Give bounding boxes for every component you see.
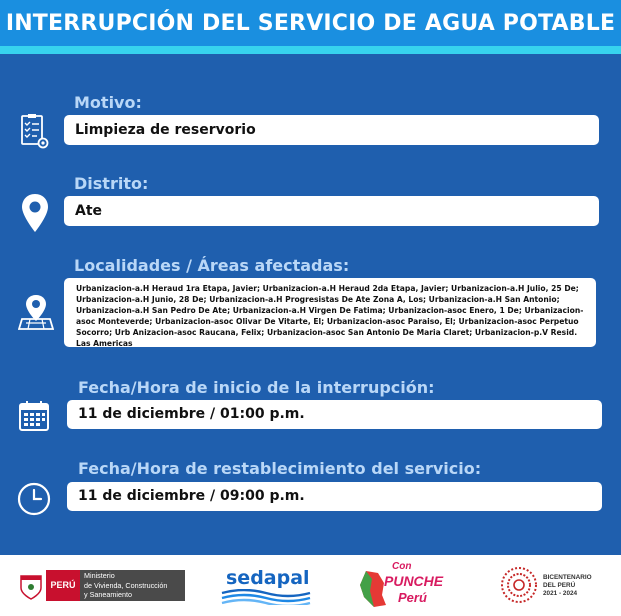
distrito-field: Ate: [64, 196, 599, 226]
bicentenario-line3: 2021 - 2024: [543, 590, 578, 597]
ministerio-box: [80, 570, 185, 601]
bicentenario-text: [543, 574, 613, 598]
peru-label: PERÚ: [46, 570, 80, 601]
header-bar: [0, 0, 621, 46]
wave-icon: [220, 589, 312, 605]
checklist-gear-icon: [20, 114, 50, 150]
clock-icon: [17, 482, 51, 516]
ministerio-line2: de Vivienda, Construcción: [84, 580, 168, 590]
bicentenario-line1: BICENTENARIO: [543, 574, 592, 581]
ministerio-logo: [46, 570, 185, 601]
localidades-label: Localidades / Áreas afectadas:: [74, 256, 350, 275]
punche-line2: PUNCHE: [384, 573, 444, 589]
peru-shield-icon: [18, 572, 44, 600]
localidades-field: Urbanizacion-a.H Heraud 1ra Etapa, Javier; Urbanizacion-a.H Heraud 2da Etapa, Javier; Urbanizacion-a.H Julio, 25 De; Urbanizacion-a.H Junio, 28 De; Urbanizacion-a.H Progresistas De Ate Zona A, Los; Urbanizacion-a.H San Antonio; Urbanizacion-a.H San Pedro De Ate; Urbanizacion-a.H Virgen De Fatima; Urbanizacion-asoc Enero, 1 De; Urbanizacion-asoc Monteverde; Urbanizacion-asoc Olivar De Vitarte, El; Urbanizacion-asoc Paraiso, El; Urbanizacion-asoc Perpetuo Socorro; Urb Anizacion-asoc Raucana, Felix; Urbanizacion-asoc San Antonio De Maria Claret; Urbanizacion-p.V Resid. Las Americas: [64, 278, 596, 347]
punche-line1: Con: [392, 561, 412, 572]
bicentenario-line2: DEL PERÚ: [543, 582, 576, 589]
calendar-icon: [18, 400, 50, 432]
punche-line3: Perú: [398, 590, 427, 605]
restablecimiento-label: Fecha/Hora de restablecimiento del servicio:: [78, 459, 482, 478]
location-pin-icon: [21, 193, 49, 233]
motivo-label: Motivo:: [74, 93, 142, 112]
sedapal-logo: [220, 565, 312, 605]
map-pin-icon: [18, 293, 54, 331]
distrito-label: Distrito:: [74, 174, 149, 193]
ministerio-line3: y Saneamiento: [84, 590, 132, 599]
inicio-field: 11 de diciembre / 01:00 p.m.: [67, 400, 602, 429]
punche-logo: [358, 561, 442, 611]
sedapal-wordmark: sedapal: [226, 567, 310, 589]
bicentenario-emblem-icon: [500, 566, 538, 604]
motivo-field: Limpieza de reservorio: [64, 115, 599, 145]
page-title: INTERRUPCIÓN DEL SERVICIO DE AGUA POTABLE: [5, 11, 616, 36]
restablecimiento-field: 11 de diciembre / 09:00 p.m.: [67, 482, 602, 511]
ministerio-line1: Ministerio: [84, 571, 115, 580]
header-stripe: [0, 46, 621, 54]
inicio-label: Fecha/Hora de inicio de la interrupción:: [78, 378, 435, 397]
